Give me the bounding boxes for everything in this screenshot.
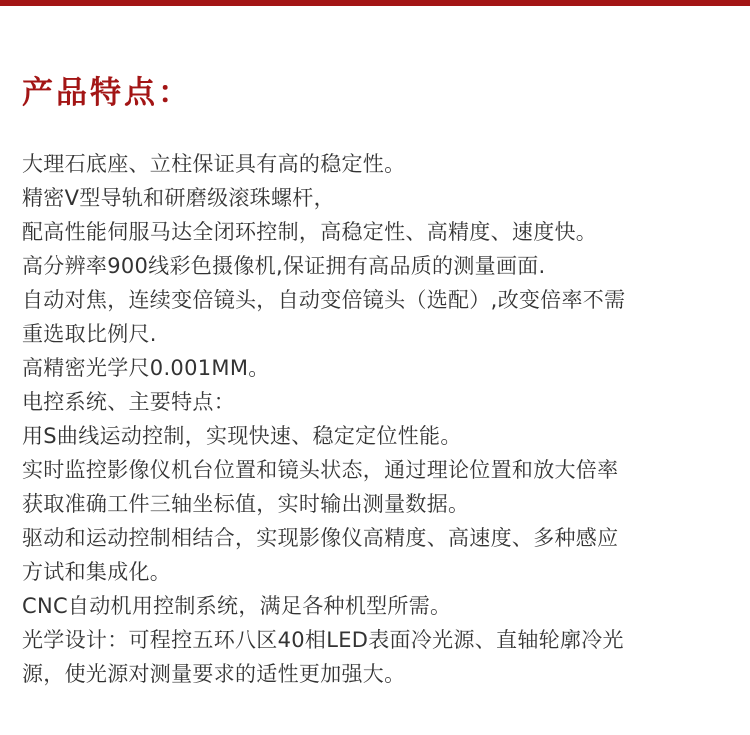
feature-line: 方试和集成化。	[22, 560, 172, 584]
feature-line: 源，使光源对测量要求的适性更加强大。	[22, 662, 406, 686]
top-accent-bar	[0, 0, 750, 6]
feature-line: 用S曲线运动控制，实现快速、稳定定位性能。	[22, 424, 462, 448]
section-heading: 产品特点：	[22, 75, 192, 111]
feature-line: 实时监控影像仪机台位置和镜头状态，通过理论位置和放大倍率	[22, 458, 619, 482]
feature-line: 重选取比例尺.	[22, 322, 157, 346]
feature-line: 获取准确工件三轴坐标值，实时输出测量数据。	[22, 492, 470, 516]
feature-line: 大理石底座、立柱保证具有高的稳定性。	[22, 152, 406, 176]
feature-line: 驱动和运动控制相结合，实现影像仪高精度、高速度、多种感应	[22, 526, 619, 550]
feature-line: 高精密光学尺0.001MM。	[22, 356, 270, 380]
feature-line: 精密V型导轨和研磨级滚珠螺杆，	[22, 186, 335, 210]
feature-line: CNC自动机用控制系统，满足各种机型所需。	[22, 594, 452, 618]
feature-line: 自动对焦，连续变倍镜头，自动变倍镜头（选配）,改变倍率不需	[22, 288, 626, 312]
feature-text-block	[22, 147, 738, 691]
feature-line: 配高性能伺服马达全闭环控制，高稳定性、高精度、速度快。	[22, 220, 598, 244]
feature-line: 高分辨率900线彩色摄像机,保证拥有高品质的测量画面.	[22, 254, 546, 278]
feature-line: 光学设计：可程控五环八区40相LED表面冷光源、直轴轮廓冷光	[22, 628, 624, 652]
feature-line: 电控系统、主要特点：	[22, 390, 235, 414]
